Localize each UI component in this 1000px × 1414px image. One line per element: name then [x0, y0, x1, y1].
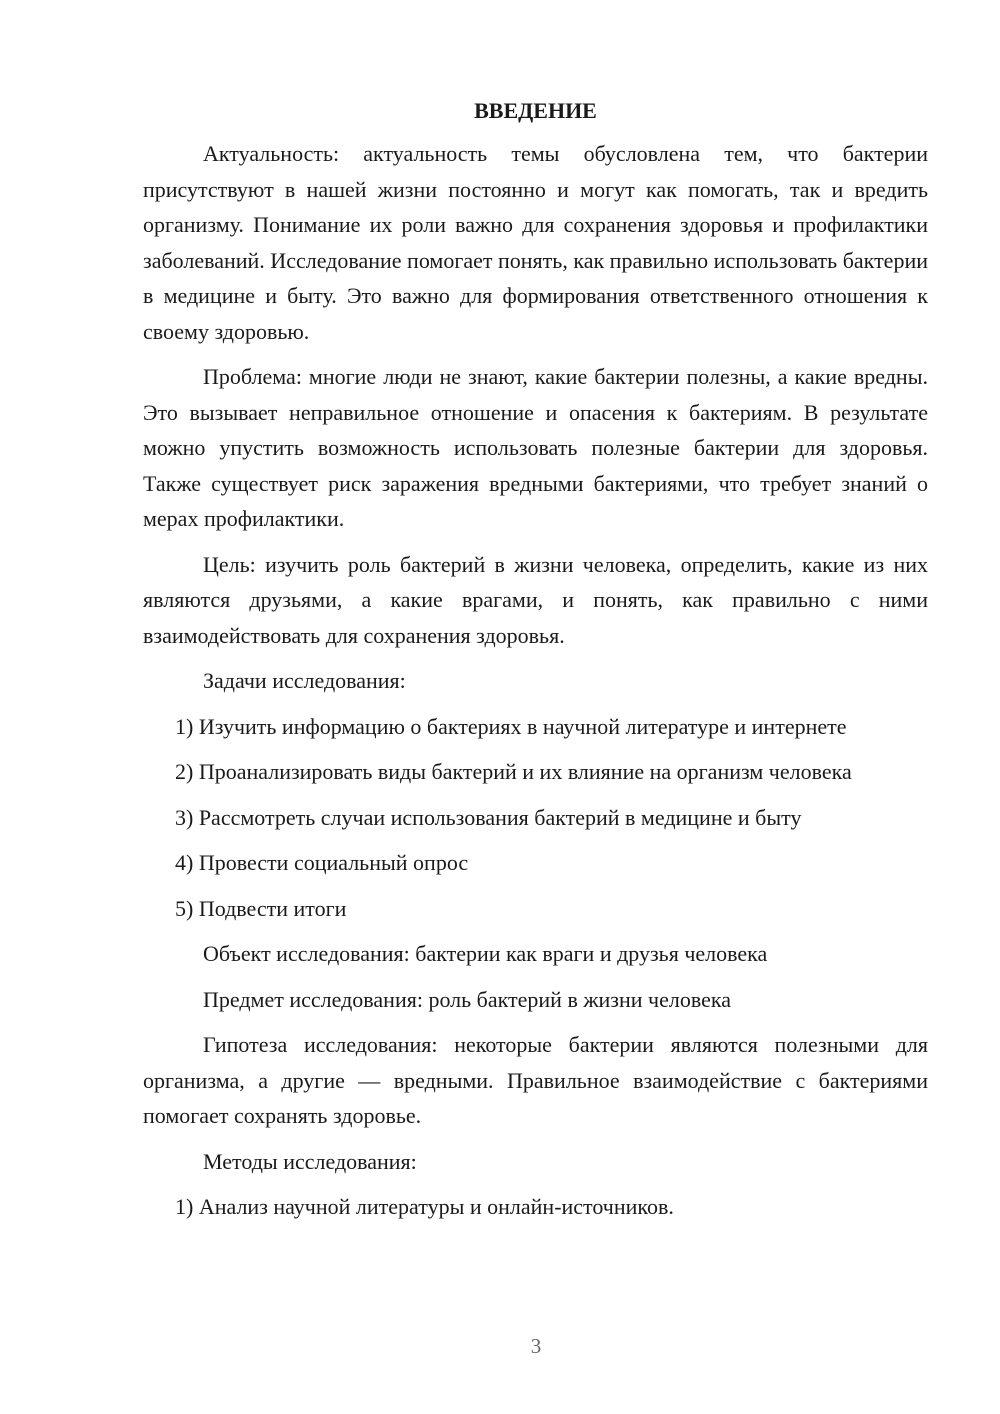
section-title: ВВЕДЕНИЕ: [474, 98, 597, 123]
object-paragraph: Объект исследования: бактерии как враги и друзья человека: [203, 941, 768, 966]
tasks-heading: Задачи исследования:: [203, 668, 406, 693]
subject-paragraph: Предмет исследования: роль бактерий в жизни человека: [203, 986, 731, 1012]
task-item: 1) Изучить информацию о бактериях в научной литературе и интернете: [175, 713, 847, 739]
goal-paragraph: Цель: изучить роль бактерий в жизни человека, определить, какие из них являются друзьями, а какие врагами, и понять, как правильно с ними взаимодействовать для сохранения здоровья.: [143, 551, 928, 648]
methods-heading: Методы исследования:: [203, 1148, 417, 1174]
document-page: [143, 96, 928, 1235]
task-item: 5) Подвести итоги: [175, 895, 347, 921]
task-item: 4) Провести социальный опрос: [175, 850, 469, 875]
problem-paragraph: Проблема: многие люди не знают, какие бактерии полезны, а какие вредны. Это вызывает неправильное отношение и опасения к бактериям. В результате можно упустить возможность использовать полезные бактерии для здоровья. Также существует риск заражения вредными бактериями, что требует знаний о мерах профилактики.: [143, 364, 928, 531]
task-item: 3) Рассмотреть случаи использования бактерий в медицине и быту: [175, 804, 802, 830]
task-item: 2) Проанализировать виды бактерий и их влияние на организм человека: [175, 759, 852, 784]
method-item: 1) Анализ научной литературы и онлайн-источников.: [175, 1194, 674, 1219]
relevance-paragraph: Актуальность: актуальность темы обусловлена тем, что бактерии присутствуют в нашей жизни постоянно и могут как помогать, так и вредить организму. Понимание их роли важно для сохранения здоровья и профилактики заболеваний. Исследование помогает понять, как правильно использовать бактерии в медицине и быту. Это важно для формирования ответственного отношения к своему здоровью.: [143, 141, 928, 344]
page-number: 3: [530, 1334, 542, 1358]
hypothesis-paragraph: Гипотеза исследования: некоторые бактерии являются полезными для организма, а другие — вредными. Правильное взаимодействие с бактериями помогает сохранять здоровье.: [143, 1032, 928, 1128]
